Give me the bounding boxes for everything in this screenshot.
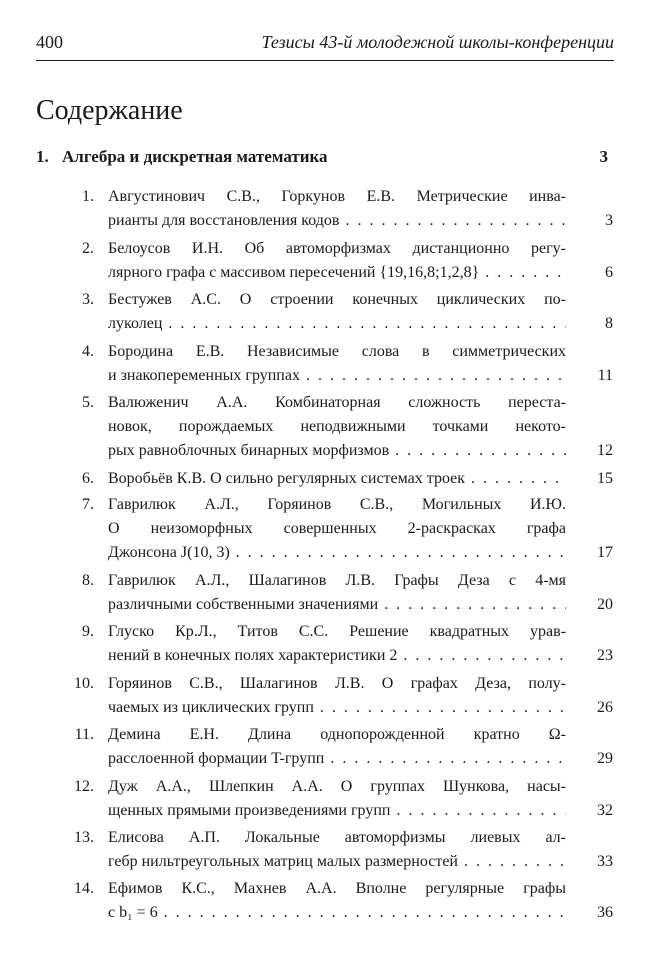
entry-line: О неизоморфных совершенных 2-раскрасках графа	[108, 520, 566, 537]
entry-text	[108, 493, 566, 565]
entry-text	[108, 877, 566, 925]
entry-line: Глуско Кр.Л., Титов С.С. Решение квадратных урав-	[108, 623, 566, 640]
entry-last-line: Джонсона J(10, 3) . . .	[108, 541, 566, 565]
entry-line: Белоусов И.Н. Об автоморфизмах дистанционно регу-	[108, 240, 566, 257]
entry-number: 1.	[82, 188, 94, 205]
entry-text	[108, 288, 566, 336]
entry-page: 15	[597, 470, 613, 487]
entry-last-line: рианты для восстановления кодов . . .	[108, 209, 566, 233]
entry-text	[108, 185, 566, 233]
entry-text	[108, 340, 566, 388]
entry-number: 6.	[82, 470, 94, 487]
entry-last-line: гебр нильтреугольных матриц малых размерностей . . .	[108, 850, 566, 874]
entry-text	[108, 826, 566, 874]
entry-page: 12	[597, 442, 613, 459]
entry-last-line: щенных прямыми произведениями групп . . .	[108, 799, 566, 823]
entry-text	[108, 569, 566, 617]
entry-number: 5.	[82, 394, 94, 411]
entry-line: Дуж А.А., Шлепкин А.А. О группах Шункова, насы-	[108, 778, 566, 795]
entry-number: 11.	[74, 726, 94, 743]
entry-line: Демина Е.Н. Длина однопорожденной кратно Ω-	[108, 726, 566, 743]
entry-number: 3.	[82, 291, 94, 308]
entry-last-line: рых равноблочных бинарных морфизмов . . .	[108, 439, 566, 463]
entry-page: 11	[597, 367, 613, 384]
entry-number: 9.	[82, 623, 94, 640]
entry-text	[108, 723, 566, 771]
entry-number: 12.	[74, 778, 94, 795]
entry-text	[108, 775, 566, 823]
entry-text	[108, 672, 566, 720]
entry-last-line: с b₁ = 6 . . .	[108, 901, 566, 925]
entry-page: 23	[597, 647, 613, 664]
entry-line: Горяинов С.В., Шалагинов Л.В. О графах Деза, полу-	[108, 675, 566, 692]
entry-last-line: лярного графа с массивом пересечений {19,16,8;1,2,8} . . .	[108, 261, 566, 285]
section-page: 3	[599, 147, 608, 166]
entry-page: 36	[597, 904, 613, 921]
page-header	[36, 28, 614, 60]
entry-line: Августинович С.В., Горкунов Е.В. Метрические инва-	[108, 188, 566, 205]
entry-text	[108, 620, 566, 668]
entry-number: 10.	[74, 675, 94, 692]
section-number: 1.	[36, 147, 49, 166]
entry-page: 3	[605, 212, 613, 229]
entry-line: Гаврилюк А.Л., Шалагинов Л.В. Графы Деза с 4-мя	[108, 572, 566, 589]
entry-line: Ефимов К.С., Махнев А.А. Вполне регулярные графы	[108, 880, 566, 897]
toc-title: Содержание	[36, 95, 183, 126]
entry-last-line: и знакопеременных группах . . .	[108, 364, 566, 388]
entry-page: 8	[605, 315, 613, 332]
entry-page: 26	[597, 699, 613, 716]
page-number: 400	[36, 32, 63, 52]
entry-page: 17	[597, 544, 613, 561]
header-rule	[36, 60, 614, 61]
section-title: Алгебра и дискретная математика	[62, 147, 328, 166]
entry-page: 6	[605, 264, 613, 281]
entry-page: 20	[597, 596, 613, 613]
entry-page: 32	[597, 802, 613, 819]
entry-page: 29	[597, 750, 613, 767]
entry-line: Елисова А.П. Локальные автоморфизмы лиевых ал-	[108, 829, 566, 846]
entry-last-line: различными собственными значениями . . .	[108, 593, 566, 617]
entry-last-line: луколец . . .	[108, 312, 566, 336]
entry-text	[108, 237, 566, 285]
entry-page: 33	[597, 853, 613, 870]
entry-number: 8.	[82, 572, 94, 589]
entry-line: Бестужев А.С. О строении конечных циклических по-	[108, 291, 566, 308]
entry-last-line: Воробьёв К.В. О сильно регулярных системах троек . . .	[108, 467, 566, 491]
entry-text	[108, 391, 566, 463]
entry-last-line: нений в конечных полях характеристики 2 . . .	[108, 644, 566, 668]
entry-line: Гаврилюк А.Л., Горяинов С.В., Могильных И.Ю.	[108, 496, 566, 513]
entry-line: Бородина Е.В. Независимые слова в симметрических	[108, 343, 566, 360]
entry-text	[108, 467, 566, 491]
entry-line: новок, порождаемых неподвижными точками некото-	[108, 418, 566, 435]
entry-number: 2.	[82, 240, 94, 257]
entry-number: 14.	[74, 880, 94, 897]
running-title: Тезисы 43-й молодежной школы-конференции	[261, 32, 614, 52]
entry-number: 4.	[82, 343, 94, 360]
entry-line: Валюженич А.А. Комбинаторная сложность переста-	[108, 394, 566, 411]
entry-number: 13.	[74, 829, 94, 846]
entry-last-line: чаемых из циклических групп . . .	[108, 696, 566, 720]
entry-last-line: расслоенной формации T-групп . . .	[108, 747, 566, 771]
entry-number: 7.	[82, 496, 94, 513]
